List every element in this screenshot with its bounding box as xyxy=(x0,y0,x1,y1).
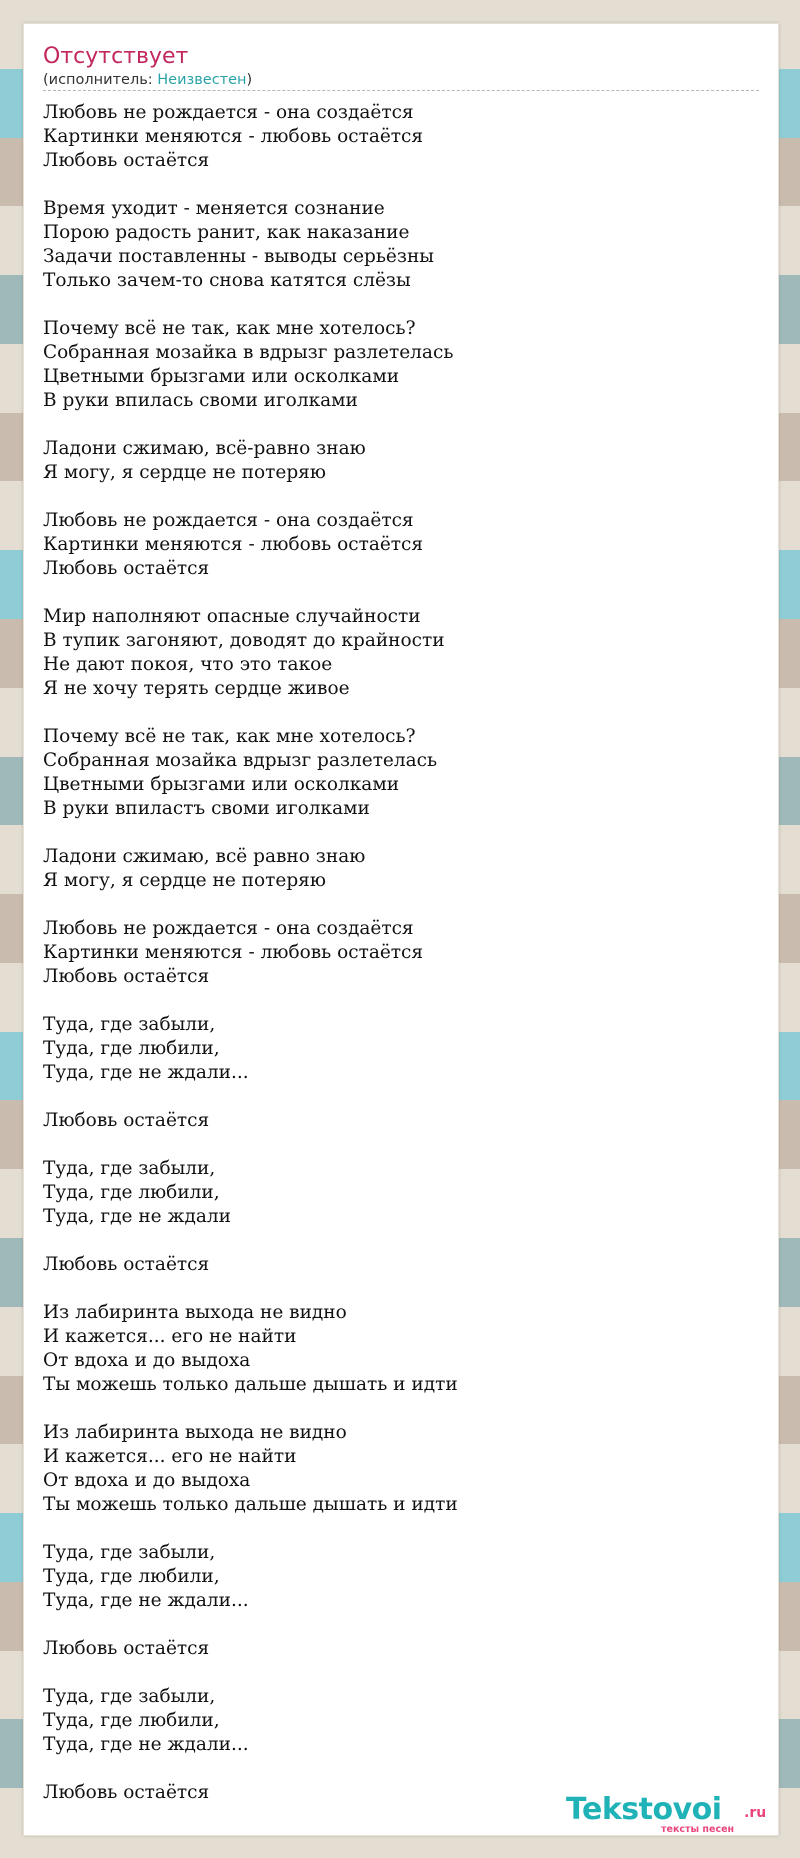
lyric-line: Любовь не рождается - она создаётся xyxy=(43,102,414,123)
lyric-line: Туда, где любили, xyxy=(43,1566,220,1587)
lyric-line: Ты можешь только дальше дышать и идти xyxy=(43,1494,458,1515)
logo-tld: .ru xyxy=(744,1805,767,1821)
lyric-line: Туда, где забыли, xyxy=(43,1158,216,1179)
logo-name: Tekstovoi xyxy=(566,1792,722,1827)
lyric-line: Любовь остаётся xyxy=(43,1254,210,1275)
lyric-line: Туда, где любили, xyxy=(43,1182,220,1203)
lyrics-stanza xyxy=(43,1421,759,1517)
lyric-line: Картинки меняются - любовь остаётся xyxy=(43,534,424,555)
lyrics-stanza xyxy=(43,1637,759,1661)
lyric-line: От вдоха и до выдоха xyxy=(43,1350,251,1371)
lyric-line: Время уходит - меняется сознание xyxy=(43,198,385,219)
lyrics-stanza xyxy=(43,1253,759,1277)
lyric-line: Только зачем-то снова катятся слёзы xyxy=(43,270,411,291)
lyric-line: Я могу, я сердце не потеряю xyxy=(43,870,326,891)
lyric-line: Картинки меняются - любовь остаётся xyxy=(43,942,424,963)
lyric-line: И кажется... его не найти xyxy=(43,1446,297,1467)
lyrics-stanza xyxy=(43,1013,759,1085)
lyric-line: Туда, где не ждали... xyxy=(43,1734,249,1755)
lyric-line: Я не хочу терять сердце живое xyxy=(43,678,350,699)
lyric-line: Почему всё не так, как мне хотелось? xyxy=(43,318,416,339)
lyric-line: Картинки меняются - любовь остаётся xyxy=(43,126,424,147)
lyric-line: Ты можешь только дальше дышать и идти xyxy=(43,1374,458,1395)
lyric-line: Туда, где любили, xyxy=(43,1710,220,1731)
lyric-line: В тупик загоняют, доводят до крайности xyxy=(43,630,445,651)
lyrics-stanza xyxy=(43,1541,759,1613)
lyric-line: Порою радость ранит, как наказание xyxy=(43,222,410,243)
lyrics-stanza xyxy=(43,317,759,413)
lyric-line: И кажется... его не найти xyxy=(43,1326,297,1347)
byline-suffix: ) xyxy=(246,72,253,88)
lyrics-stanza xyxy=(43,917,759,989)
lyrics-stanza xyxy=(43,1685,759,1757)
lyric-line: Не дают покоя, что это такое xyxy=(43,654,333,675)
lyric-line: Собранная мозайка в вдрызг разлетелась xyxy=(43,342,454,363)
lyric-line: Любовь не рождается - она создаётся xyxy=(43,918,414,939)
lyric-line: Почему всё не так, как мне хотелось? xyxy=(43,726,416,747)
lyric-line: В руки впилась своми иголками xyxy=(43,390,358,411)
lyric-line: Цветными брызгами или осколками xyxy=(43,774,400,795)
lyrics-stanza xyxy=(43,605,759,701)
lyric-line: Цветными брызгами или осколками xyxy=(43,366,400,387)
lyric-line: Собранная мозайка вдрызг разлетелась xyxy=(43,750,438,771)
lyrics-stanza xyxy=(43,509,759,581)
lyric-line: В руки впиластъ свoми иголками xyxy=(43,798,370,819)
site-logo[interactable] xyxy=(566,1792,781,1835)
lyrics-stanza xyxy=(43,437,759,485)
lyric-line: Любовь остаётся xyxy=(43,1782,210,1803)
lyric-line: Туда, где любили, xyxy=(43,1038,220,1059)
lyrics-stanza xyxy=(43,101,759,173)
artist-byline xyxy=(43,71,759,91)
lyric-line: Туда, где забыли, xyxy=(43,1014,216,1035)
lyric-line: Туда, где не ждали... xyxy=(43,1062,249,1083)
lyric-line: Любовь остаётся xyxy=(43,558,210,579)
lyrics-stanza xyxy=(43,845,759,893)
lyric-line: Задачи поставленны - выводы серьёзны xyxy=(43,246,435,267)
lyric-line: Туда, где забыли, xyxy=(43,1542,216,1563)
lyric-line: Любовь не рождается - она создаётся xyxy=(43,510,414,531)
lyrics-card xyxy=(23,23,779,1836)
lyrics-stanza xyxy=(43,1109,759,1133)
song-title: Отсутствует xyxy=(43,44,189,69)
lyric-line: Из лабиринта выхода не видно xyxy=(43,1422,347,1443)
lyric-line: Любовь остаётся xyxy=(43,150,210,171)
lyric-line: Туда, где не ждали... xyxy=(43,1590,249,1611)
lyric-line: Любовь остаётся xyxy=(43,1110,210,1131)
lyric-line: Ладони сжимаю, всё-равно знаю xyxy=(43,438,366,459)
lyric-line: Мир наполняют опасные случайности xyxy=(43,606,421,627)
lyrics-stanza xyxy=(43,1157,759,1229)
logo-tagline: тексты песен xyxy=(661,1824,735,1835)
lyric-line: От вдоха и до выдоха xyxy=(43,1470,251,1491)
lyric-line: Туда, где забыли, xyxy=(43,1686,216,1707)
lyric-line: Ладони сжимаю, всё равно знаю xyxy=(43,846,366,867)
lyric-line: Туда, где не ждали xyxy=(43,1206,231,1227)
byline-prefix: (исполнитель: xyxy=(43,72,158,88)
lyrics-stanza xyxy=(43,197,759,293)
lyrics-stanza xyxy=(43,1301,759,1397)
lyric-line: Я могу, я сердце не потеряю xyxy=(43,462,326,483)
lyrics-text xyxy=(43,101,759,1829)
lyric-line: Из лабиринта выхода не видно xyxy=(43,1302,347,1323)
lyrics-stanza xyxy=(43,725,759,821)
artist-link[interactable]: Неизвестен xyxy=(157,72,247,88)
lyric-line: Любовь остаётся xyxy=(43,966,210,987)
lyric-line: Любовь остаётся xyxy=(43,1638,210,1659)
